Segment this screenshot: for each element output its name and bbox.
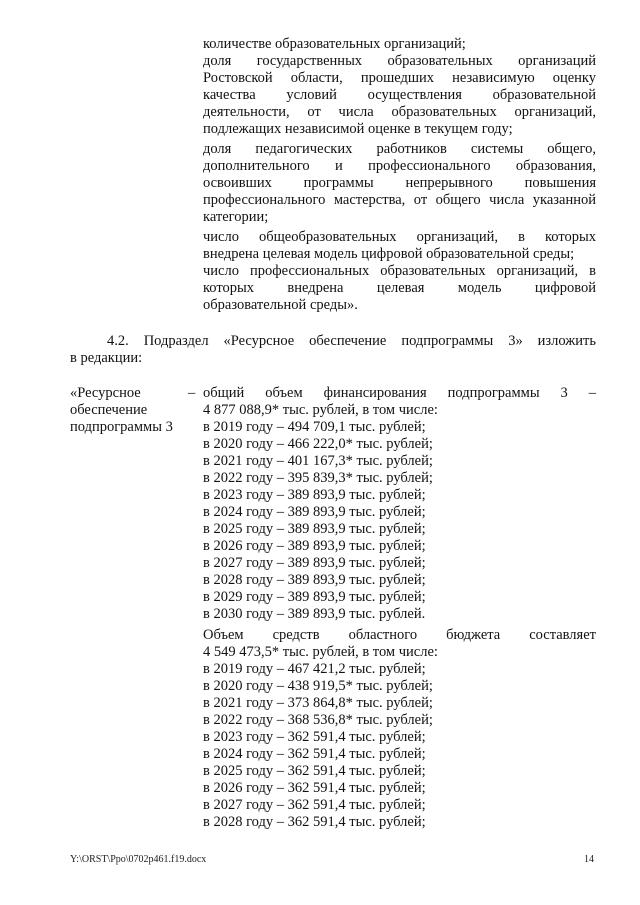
- section-heading-line: 4.2. Подраздел «Ресурсное обеспечение подпрограммы 3» изложить: [107, 333, 596, 349]
- text-line: число общеобразовательных организаций, в которых: [203, 229, 596, 245]
- funding-line: в 2022 году – 395 839,3* тыс. рублей;: [203, 470, 433, 486]
- text-line: доля государственных образовательных организаций: [203, 53, 596, 69]
- text-line: Ростовской области, прошедших независимую оценку: [203, 70, 596, 86]
- funding-line: в 2025 году – 389 893,9 тыс. рублей;: [203, 521, 426, 537]
- text-line: число профессиональных образовательных организаций, в: [203, 263, 596, 279]
- resource-label: «Ресурсное: [70, 385, 141, 401]
- funding-line: в 2030 году – 389 893,9 тыс. рублей.: [203, 606, 426, 622]
- text-line: доля педагогических работников системы общего,: [203, 141, 596, 157]
- funding-line: в 2019 году – 467 421,2 тыс. рублей;: [203, 661, 426, 677]
- funding-line: в 2021 году – 373 864,8* тыс. рублей;: [203, 695, 433, 711]
- funding-line: в 2027 году – 389 893,9 тыс. рублей;: [203, 555, 426, 571]
- text-line: количестве образовательных организаций;: [203, 36, 466, 52]
- funding-line: Объем средств областного бюджета составляет: [203, 627, 596, 643]
- funding-line: 4 549 473,5* тыс. рублей, в том числе:: [203, 644, 438, 660]
- text-line: деятельности, от числа образовательных организаций,: [203, 104, 596, 120]
- text-line: освоивших программы непрерывного повышения: [203, 175, 596, 191]
- funding-line: в 2019 году – 494 709,1 тыс. рублей;: [203, 419, 426, 435]
- funding-line: в 2029 году – 389 893,9 тыс. рублей;: [203, 589, 426, 605]
- text-line: образовательной среды».: [203, 297, 358, 313]
- text-line: профессионального мастерства, от общего числа указанной: [203, 192, 596, 208]
- funding-line: в 2023 году – 389 893,9 тыс. рублей;: [203, 487, 426, 503]
- funding-line: в 2022 году – 368 536,8* тыс. рублей;: [203, 712, 433, 728]
- page-number: 14: [584, 854, 594, 865]
- text-line: категории;: [203, 209, 269, 225]
- text-line: которых внедрена целевая модель цифровой: [203, 280, 596, 296]
- funding-line: в 2024 году – 362 591,4 тыс. рублей;: [203, 746, 426, 762]
- funding-line: общий объем финансирования подпрограммы 3 –: [203, 385, 596, 401]
- text-line: подлежащих независимой оценке в текущем году;: [203, 121, 513, 137]
- section-heading-line: в редакции:: [70, 350, 143, 366]
- funding-line: в 2026 году – 362 591,4 тыс. рублей;: [203, 780, 426, 796]
- funding-line: в 2020 году – 466 222,0* тыс. рублей;: [203, 436, 433, 452]
- text-line: качества условий осуществления образовательной: [203, 87, 596, 103]
- footer-file-path: Y:\ORST\Ppo\0702p461.f19.docx: [70, 854, 207, 865]
- funding-line: в 2025 году – 362 591,4 тыс. рублей;: [203, 763, 426, 779]
- funding-line: в 2021 году – 401 167,3* тыс. рублей;: [203, 453, 433, 469]
- funding-line: в 2028 году – 362 591,4 тыс. рублей;: [203, 814, 426, 830]
- label-dash: –: [188, 385, 196, 401]
- funding-line: в 2027 году – 362 591,4 тыс. рублей;: [203, 797, 426, 813]
- funding-line: в 2026 году – 389 893,9 тыс. рублей;: [203, 538, 426, 554]
- funding-line: в 2024 году – 389 893,9 тыс. рублей;: [203, 504, 426, 520]
- funding-line: в 2023 году – 362 591,4 тыс. рублей;: [203, 729, 426, 745]
- funding-line: в 2020 году – 438 919,5* тыс. рублей;: [203, 678, 433, 694]
- funding-line: в 2028 году – 389 893,9 тыс. рублей;: [203, 572, 426, 588]
- text-line: дополнительного и профессионального образования,: [203, 158, 596, 174]
- text-line: внедрена целевая модель цифровой образовательной среды;: [203, 246, 575, 262]
- resource-label: подпрограммы 3: [70, 419, 173, 435]
- resource-label: обеспечение: [70, 402, 148, 418]
- funding-line: 4 877 088,9* тыс. рублей, в том числе:: [203, 402, 438, 418]
